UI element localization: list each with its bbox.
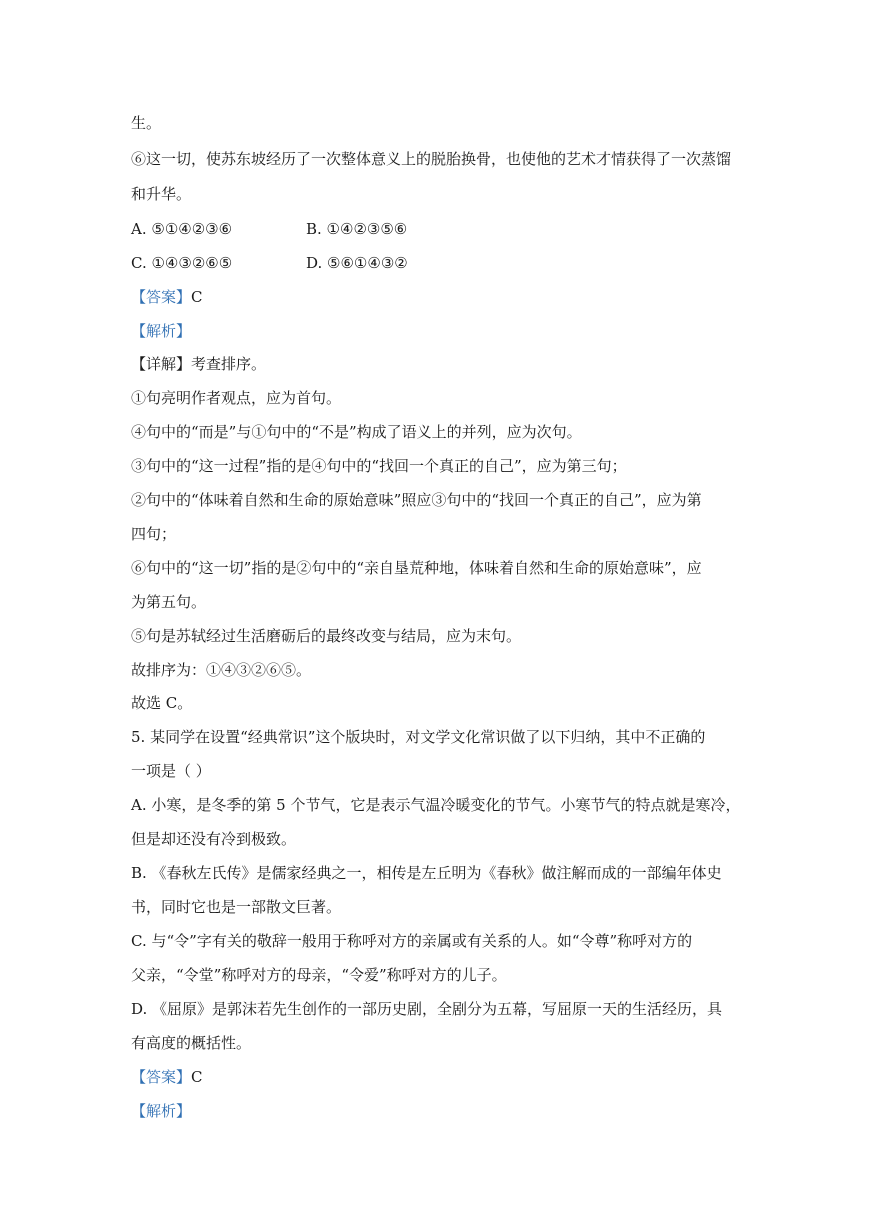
q5-option-a-line1: A. 小寒，是冬季的第 5 个节气，它是表示气温冷暖变化的节气。小寒节气的特点就是寒冷， [131, 796, 741, 814]
q5-answer-tag: 【答案】 [131, 1068, 192, 1086]
q5-option-d-line2: 有高度的概括性。 [131, 1034, 252, 1052]
q4-explanation-4-line2: 四句； [131, 525, 177, 543]
q4-explanation-1: ①句亮明作者观点，应为首句。 [131, 389, 342, 407]
q4-explanation-6: ⑤句是苏轼经过生活磨砺后的最终改变与结局，应为末句。 [131, 627, 522, 645]
q4-explanation-3: ③句中的“这一过程”指的是④句中的“找回一个真正的自己”，应为第三句； [131, 457, 627, 475]
q4-explanation-5-line1: ⑥句中的“这一切”指的是②句中的“亲自垦荒种地，体味着自然和生命的原始意味”，应 [131, 559, 702, 577]
q4-sentence-6-line2: 和升华。 [131, 185, 192, 203]
q4-option-d: D. ⑤⑥①④③② [306, 254, 408, 272]
q5-option-d-line1: D. 《屈原》是郭沫若先生创作的一部历史剧，全剧分为五幕，写屈原一天的生活经历，具 [131, 1000, 723, 1018]
q5-answer [131, 1067, 203, 1087]
q5-option-b-line2: 书，同时它也是一部散文巨著。 [131, 898, 342, 916]
q5-option-c-line2: 父亲，“令堂”称呼对方的母亲，“令爱”称呼对方的儿子。 [131, 966, 507, 984]
q4-analysis-heading [131, 321, 191, 341]
q4-explanation-5-line2: 为第五句。 [131, 593, 207, 611]
q4-option-c: C. ①④③②⑥⑤ [131, 254, 233, 272]
q5-stem-line1: 5. 某同学在设置“经典常识”这个版块时，对文学文化常识做了以下归纳，其中不正确的 [131, 728, 706, 746]
q5-stem-line2: 一项是（ ） [131, 762, 211, 780]
q4-explanation-4-line1: ②句中的“体味着自然和生命的原始意味”照应③句中的“找回一个真正的自己”，应为第 [131, 491, 702, 509]
q5-option-c-line1: C. 与“令”字有关的敬辞一般用于称呼对方的亲属或有关系的人。如“令尊”称呼对方的 [131, 932, 693, 950]
q4-order: 故排序为：①④③②⑥⑤。 [131, 661, 312, 679]
q4-options-row1 [131, 219, 407, 239]
q4-sentence-6-line1: ⑥这一切，使苏东坡经历了一次整体意义上的脱胎换骨，也使他的艺术才情获得了一次蒸馏 [131, 150, 732, 168]
q4-options-row2 [131, 253, 408, 273]
q4-explanation-2: ④句中的“而是”与①句中的“不是”构成了语义上的并列，应为次句。 [131, 423, 582, 441]
q4-detail-text: 考查排序。 [191, 355, 267, 373]
q4-option-b: B. ①④②③⑤⑥ [306, 220, 408, 238]
q5-answer-value: C [191, 1068, 203, 1086]
q4-analysis-tag: 【解析】 [131, 322, 192, 340]
q4-answer [131, 287, 203, 307]
q5-analysis-tag: 【解析】 [131, 1102, 192, 1120]
q4-option-a: A. ⑤①④②③⑥ [131, 220, 233, 238]
q4-answer-tag: 【答案】 [131, 288, 192, 306]
q5-option-b-line1: B. 《春秋左氏传》是儒家经典之一，相传是左丘明为《春秋》做注解而成的一部编年体史 [131, 864, 722, 882]
q4-continued-text: 生。 [131, 114, 162, 132]
q4-choice: 故选 C。 [131, 694, 193, 712]
q4-answer-value: C [191, 288, 203, 306]
q4-detail-tag: 【详解】 [131, 355, 192, 373]
q5-analysis-heading [131, 1101, 191, 1121]
q4-detail [131, 354, 266, 374]
q5-option-a-line2: 但是却还没有冷到极致。 [131, 830, 297, 848]
